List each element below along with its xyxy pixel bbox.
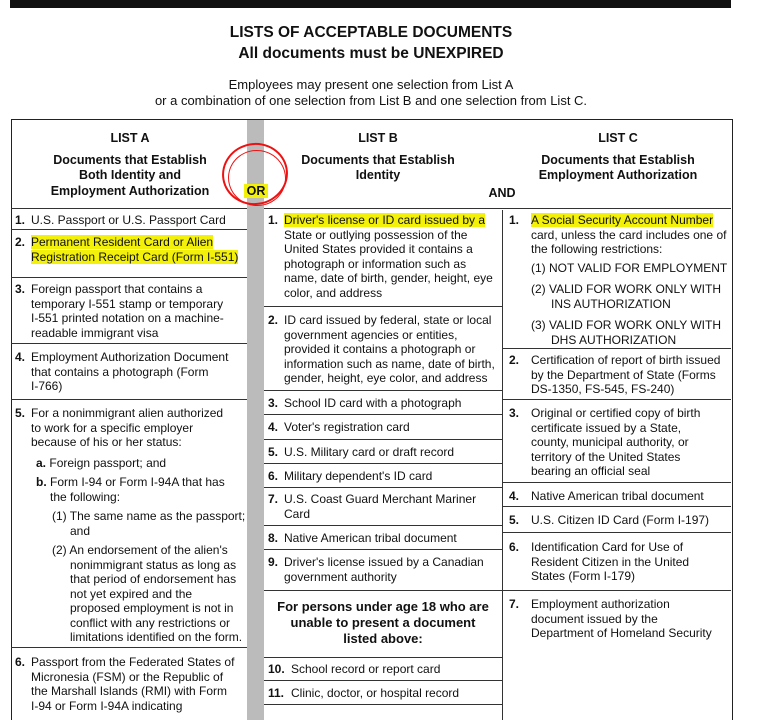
list-a-desc-3: Employment Authorization — [50, 183, 210, 198]
sub-text: Foreign passport; and — [49, 456, 167, 470]
item-line: Department of Homeland Security — [531, 626, 712, 640]
list-c-item-5 — [505, 513, 731, 531]
list-c-desc-1: Documents that Establish — [541, 152, 695, 167]
item-line: Identification Card for Use of — [531, 540, 684, 554]
item-line: color, and address — [284, 285, 383, 300]
list-a-separator — [11, 208, 247, 209]
restriction-line: (2) VALID FOR WORK ONLY WITH — [531, 282, 722, 296]
list-b-item-2 — [264, 313, 502, 389]
item-line: U.S. Coast Guard Merchant Mariner — [284, 492, 477, 506]
item-line: provided it contains a photograph or — [284, 342, 476, 356]
item-line: States (Form I-179) — [531, 569, 636, 583]
item-line: information such as name, date of birth, — [284, 356, 495, 371]
item-line: Employment Authorization Document — [31, 350, 229, 364]
item-line: that contains a photograph (Form — [31, 364, 209, 379]
item-number: 3. — [15, 282, 26, 296]
item-line: U.S. Military card or draft record — [284, 445, 455, 459]
item-line: to work for a specific employer — [31, 420, 194, 435]
list-a-item-3 — [11, 282, 247, 342]
list-b-separator — [264, 439, 502, 440]
list-b-desc-2: Identity — [355, 168, 401, 182]
list-b-item-1 — [264, 213, 502, 303]
list-a-title: LIST A — [110, 131, 150, 145]
list-c-desc-2: Employment Authorization — [538, 168, 698, 182]
item-line: by the Department of State (Forms — [531, 367, 716, 382]
item-line: Driver's license issued by a Canadian — [284, 555, 484, 569]
item-line: Micronesia (FSM) or the Republic of — [31, 669, 224, 684]
item-line: government authority — [284, 569, 397, 584]
item-line: School record or report card — [291, 662, 441, 676]
list-c-separator — [502, 399, 731, 400]
sub-text: conflict with any restrictions or — [70, 615, 231, 630]
list-a-item-6 — [11, 655, 247, 715]
under-18-line: For persons under age 18 who are — [277, 599, 489, 614]
top-rule — [10, 0, 731, 8]
list-c-separator — [502, 208, 731, 209]
list-a-desc-2: Both Identity and — [78, 168, 182, 182]
item-line: Driver's license or ID card issued by a — [284, 213, 486, 227]
item-line: Voter's registration card — [284, 420, 410, 434]
item-line: the Marshall Islands (RMI) with Form — [31, 684, 228, 698]
list-b-header — [266, 131, 490, 184]
or-label: OR — [244, 184, 268, 198]
list-c-separator — [502, 482, 731, 483]
item-number: 6. — [268, 469, 279, 483]
list-b-item-6 — [264, 469, 502, 487]
sub-text: (2) An endorsement of the alien's — [52, 543, 228, 557]
item-line: Native American tribal document — [284, 531, 457, 545]
sub-label: b. — [36, 475, 47, 489]
item-number: 1. — [509, 213, 520, 227]
list-c-item-4 — [505, 489, 731, 507]
item-number: 2. — [268, 313, 279, 327]
list-a-separator — [11, 343, 247, 344]
item-line: Registration Receipt Card (Form I-551) — [31, 249, 239, 264]
restriction-line: INS AUTHORIZATION — [551, 296, 671, 311]
item-line: School ID card with a photograph — [284, 396, 462, 410]
list-c-item-6 — [505, 540, 731, 586]
item-line: Permanent Resident Card or Alien — [31, 235, 214, 249]
sub-text: limitations identified on the form. — [70, 630, 243, 644]
list-b-separator — [264, 463, 502, 464]
list-a-item-5b2 — [52, 543, 247, 645]
item-number: 9. — [268, 555, 279, 569]
list-b-desc-1: Documents that Establish — [301, 152, 455, 167]
list-b-separator — [264, 525, 502, 526]
under-18-note — [264, 599, 502, 647]
item-line: government agencies or entities, — [284, 327, 458, 342]
item-line: temporary I-551 stamp or temporary — [31, 296, 224, 311]
item-number: 2. — [509, 353, 520, 367]
list-c-separator — [502, 532, 731, 533]
under-18-line: unable to present a document — [290, 615, 476, 630]
item-number: 5. — [268, 445, 279, 459]
item-number: 7. — [268, 492, 279, 506]
list-b-item-8 — [264, 531, 502, 549]
sub-text: (1) The same name as the passport; — [52, 509, 246, 523]
list-b-item-9 — [264, 555, 502, 587]
intro-line-1: Employees may present one selection from List A — [228, 77, 514, 92]
item-number: 3. — [268, 396, 279, 410]
or-column-bar — [247, 120, 264, 720]
page-subtitle: All documents must be UNEXPIRED — [238, 45, 504, 62]
item-number: 6. — [15, 655, 26, 669]
list-a-item-5 — [11, 406, 247, 450]
sub-text: that period of endorsement has — [70, 572, 237, 586]
list-a-separator — [11, 647, 247, 648]
list-b-separator — [264, 549, 502, 550]
list-a-separator — [11, 277, 247, 278]
intro-line-2: or a combination of one selection from List B and one selection from List C. — [154, 93, 588, 108]
item-line: I-766) — [31, 379, 63, 393]
item-line: certificate issued by a State, — [531, 420, 682, 435]
list-b-separator — [264, 390, 502, 391]
list-a-header — [14, 131, 246, 199]
list-a-separator — [11, 399, 247, 400]
list-c-separator — [502, 590, 731, 591]
item-line: gender, height, eye color, and address — [284, 371, 488, 385]
column-divider-b-c — [502, 210, 503, 720]
item-number: 4. — [268, 420, 279, 434]
item-line: United States provided it contains a — [284, 242, 473, 256]
list-c-item-1 — [505, 213, 731, 259]
item-line: photograph or information such as — [284, 256, 467, 271]
item-number: 5. — [15, 406, 26, 420]
sub-text: not yet expired and the — [70, 586, 193, 601]
list-a-desc-1: Documents that Establish — [53, 152, 207, 167]
item-line: bearing an official seal — [531, 464, 651, 478]
item-line: county, municipal authority, or — [531, 435, 689, 449]
list-b-separator — [264, 487, 502, 488]
item-line: ID card issued by federal, state or local — [284, 313, 492, 327]
list-c-item-2 — [505, 353, 731, 399]
sub-text: nonimmigrant status as long as — [70, 557, 237, 572]
list-b-separator — [264, 704, 502, 705]
item-line: Certification of report of birth issued — [531, 353, 721, 367]
list-a-item-5b — [36, 475, 246, 504]
item-line: I-94 or Form I-94A indicating — [31, 698, 183, 713]
item-line: U.S. Passport or U.S. Passport Card — [31, 213, 226, 227]
list-c-separator — [502, 348, 731, 349]
item-line: Resident Citizen in the United — [531, 554, 690, 569]
list-a-item-5a — [36, 456, 246, 471]
item-line: the following restrictions: — [531, 242, 663, 256]
item-line: Military dependent's ID card — [284, 469, 433, 483]
item-line: DS-1350, FS-545, FS-240) — [531, 382, 675, 396]
item-number: 7. — [509, 597, 520, 611]
list-b-separator — [264, 590, 502, 591]
list-a-item-1 — [11, 213, 247, 233]
restriction-2 — [531, 282, 729, 311]
item-number: 4. — [509, 489, 520, 503]
item-number: 3. — [509, 406, 520, 420]
list-a-item-2 — [11, 235, 247, 267]
item-line: Original or certified copy of birth — [531, 406, 701, 420]
list-c-title: LIST C — [598, 131, 638, 145]
item-line: Clinic, doctor, or hospital record — [291, 686, 460, 700]
restriction-1 — [531, 261, 729, 276]
restriction-3 — [531, 318, 729, 347]
item-number: 6. — [509, 540, 520, 554]
and-label: AND — [488, 186, 516, 200]
list-c-item-7 — [505, 597, 731, 643]
item-line: name, date of birth, gender, height, eye — [284, 271, 493, 285]
list-b-item-11 — [264, 686, 502, 704]
list-b-separator — [264, 208, 502, 209]
item-number: 1. — [268, 213, 279, 227]
item-line: Native American tribal document — [531, 489, 704, 503]
restriction-line: (3) VALID FOR WORK ONLY WITH — [531, 318, 722, 332]
item-number: 8. — [268, 531, 279, 545]
sub-text: Form I-94 or Form I-94A that has — [50, 475, 225, 489]
sub-text: and — [70, 523, 91, 538]
list-b-item-4 — [264, 420, 502, 438]
list-c-header — [508, 131, 728, 184]
item-line: because of his or her status: — [31, 435, 182, 449]
item-line: readable immigrant visa — [31, 325, 159, 340]
list-a-item-4 — [11, 350, 247, 396]
item-number: 4. — [15, 350, 26, 364]
list-c-item-3 — [505, 406, 731, 482]
list-b-separator — [264, 414, 502, 415]
sub-text: the following: — [50, 489, 121, 504]
restriction-line: DHS AUTHORIZATION — [551, 332, 677, 347]
restriction-line: (1) NOT VALID FOR EMPLOYMENT — [531, 261, 728, 275]
list-c-separator — [502, 506, 731, 507]
item-number: 1. — [15, 213, 26, 227]
item-line: Employment authorization — [531, 597, 670, 611]
item-line: Card — [284, 506, 311, 521]
list-b-item-3 — [264, 396, 502, 414]
item-line: Passport from the Federated States of — [31, 655, 235, 669]
item-line: document issued by the — [531, 611, 658, 626]
under-18-line: listed above: — [343, 631, 423, 646]
item-number: 5. — [509, 513, 520, 527]
list-b-separator — [264, 306, 502, 307]
item-line: territory of the United States — [531, 449, 681, 464]
item-line: I-551 printed notation on a machine- — [31, 311, 224, 325]
sub-text: proposed employment is not in — [70, 601, 234, 615]
item-line: For a nonimmigrant alien authorized — [31, 406, 224, 420]
page-title: LISTS OF ACCEPTABLE DOCUMENTS — [229, 24, 513, 41]
item-line: State or outlying possession of the — [284, 227, 468, 242]
list-b-item-7 — [264, 492, 502, 524]
item-number: 10. — [268, 662, 285, 676]
list-b-title: LIST B — [358, 131, 398, 145]
sub-label: a. — [36, 456, 47, 470]
item-line: A Social Security Account Number — [531, 213, 714, 227]
item-line: card, unless the card includes one of — [531, 227, 727, 242]
item-number: 11. — [268, 686, 285, 700]
list-b-separator — [264, 657, 502, 658]
list-b-item-10 — [264, 662, 502, 680]
list-b-separator — [264, 680, 502, 681]
item-line: Foreign passport that contains a — [31, 282, 203, 296]
list-a-separator — [11, 229, 247, 230]
list-a-item-5b1 — [52, 509, 247, 538]
item-line: U.S. Citizen ID Card (Form I-197) — [531, 513, 710, 527]
item-number: 2. — [15, 235, 26, 249]
list-b-item-5 — [264, 445, 502, 463]
